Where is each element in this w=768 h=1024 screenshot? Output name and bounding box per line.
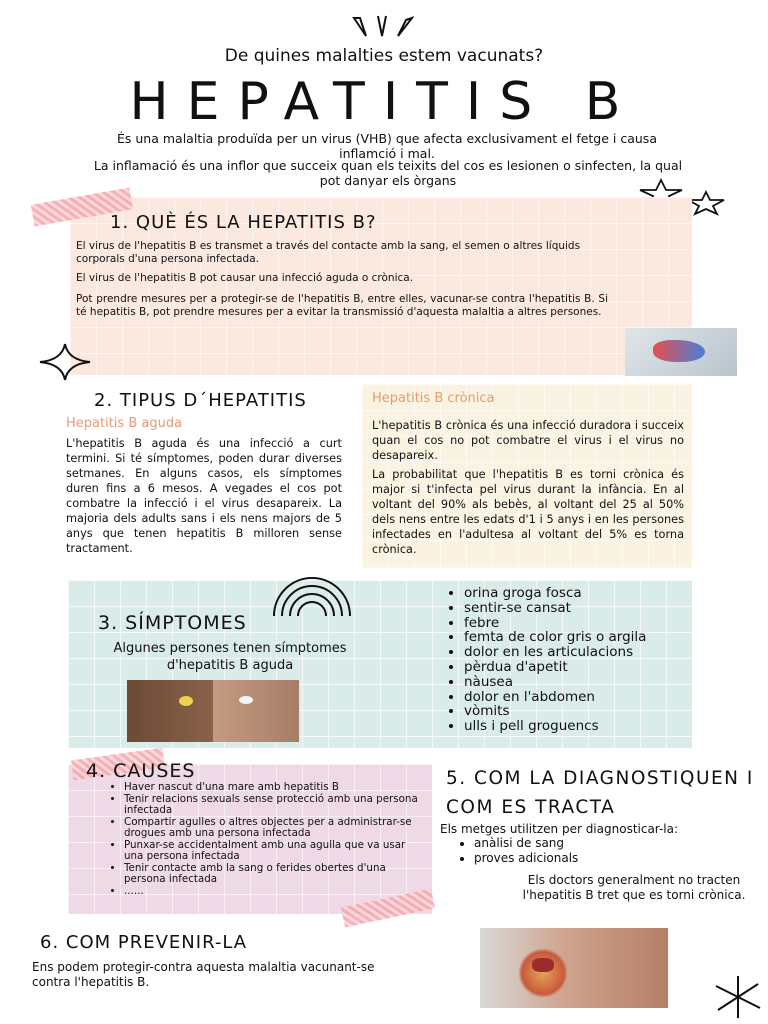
list-item: • ulls i pell groguencs	[464, 719, 724, 734]
list-item: • proves adicionals	[474, 851, 578, 866]
list-item: • orina groga fosca	[464, 586, 724, 601]
section-5-note: Els doctors generalment no tracten l'hepatitis B tret que es torni crònica.	[522, 873, 746, 902]
diagnosis-list	[456, 836, 578, 866]
liver-pain-image	[480, 928, 668, 1008]
section-4-heading: 4. CAUSES	[86, 760, 196, 782]
section-1-p2: El virus de l'hepatitis B pot causar una infecció aguda o crònica.	[76, 272, 414, 284]
list-item: • Haver nascut d'una mare amb hepatitis B	[124, 782, 424, 794]
section-3-intro: Algunes persones tenen símptomes d'hepatitis B aguda	[113, 641, 347, 673]
list-item: • dolor en l'abdomen	[464, 690, 724, 705]
section-2-heading: 2. TIPUS D´HEPATITIS	[94, 390, 307, 411]
intro-text-1: És una malaltia produïda per un virus (VHB) que afecta exclusivament el fetge i causa inflamció i mal.	[117, 131, 657, 161]
chronic-title: Hepatitis B crònica	[372, 391, 495, 406]
header-question: De quines malalties estem vacunats?	[224, 46, 544, 66]
section-5-heading: 5. COM LA DIAGNOSTIQUEN I COM ES TRACTA	[446, 768, 754, 818]
list-item: • Tenir contacte amb la sang o ferides obertes d'una persona infectada	[124, 863, 424, 886]
list-item: • Tenir relacions sexuals sense protecció amb una persona infectada	[124, 794, 424, 817]
list-item: • anàlisi de sang	[474, 836, 578, 851]
chronic-p2: La probabilitat que l'hepatitis B es torni crònica és major si t'infecta pel virus durant la infància. En al voltant del 90% als bebès, al voltant del 25 al 50% dels nens entre les edats d'1 i 5 anys i en les persones infectades en l'adultesa al voltant del 5% es torna crònica.	[372, 468, 684, 556]
list-item: • febre	[464, 616, 724, 631]
section-6-heading: 6. COM PREVENIR-LA	[40, 932, 248, 953]
acute-title: Hepatitis B aguda	[66, 416, 183, 431]
list-item: • nàusea	[464, 675, 724, 690]
section-1-heading: 1. QUÈ ÉS LA HEPATITIS B?	[110, 212, 377, 233]
section-1-p3: Pot prendre mesures per a protegir-se de l'hepatitis B, entre elles, vacunar-se contra l'hepatitis B. Si té hepatitis B, pot prendre mesures per a evitar la transmissió d'aquesta malaltia a altres persones.	[76, 293, 608, 318]
acute-text: L'hepatitis B aguda és una infecció a curt termini. Si té símptomes, poden durar diverses setmanes. En alguns casos, els símptomes duren fins a 6 mesos. A vegades el cos pot combatre la infecció i el virus desapareix. La majoria dels adults sans i els nens majors de 5 anys que tenen hepatitis B milloren sense tractament.	[66, 437, 342, 555]
section-3-heading: 3. SÍMPTOMES	[98, 612, 247, 634]
section-5-intro: Els metges utilitzen per diagnosticar-la:	[440, 822, 679, 836]
asterisk-icon	[712, 974, 764, 1020]
symptoms-list	[446, 586, 724, 734]
chronic-p1: L'hepatitis B crònica és una infecció duradora i succeix quan el cos no pot combatre el virus i el virus no desapareix.	[372, 419, 684, 462]
rainbow-arc-icon	[270, 572, 354, 618]
symptoms-face-image	[127, 680, 299, 742]
intro-text-2: La inflamació és una inflor que succeix quan els teixits del cos es lesionen o sinfecten, la qual pot danyar els òrgans	[93, 158, 683, 188]
list-item: • ......	[124, 886, 424, 898]
page-title: HEPATITIS B	[129, 72, 639, 132]
liver-image	[625, 328, 737, 376]
list-item: • femta de color gris o argila	[464, 630, 724, 645]
list-item: • vòmits	[464, 704, 724, 719]
sparkle-lines-icon	[352, 14, 414, 40]
causes-list	[110, 782, 424, 897]
section-6-text: Ens podem protegir-contra aquesta malaltia vacunant-se contra l'hepatitis B.	[32, 960, 375, 989]
list-item: • Punxar-se accidentalment amb una agulla que va usar una persona infectada	[124, 840, 424, 863]
list-item: • sentir-se cansat	[464, 601, 724, 616]
sparkle-icon	[38, 342, 92, 382]
list-item: • pèrdua d'apetit	[464, 660, 724, 675]
list-item: • Compartir agulles o altres objectes per a administrar-se drogues amb una persona infectada	[124, 817, 424, 840]
list-item: • dolor en les articulacions	[464, 645, 724, 660]
section-1-p1: El virus de l'hepatitis B es transmet a través del contacte amb la sang, el semen o altres líquids corporals d'una persona infectada.	[76, 240, 581, 265]
